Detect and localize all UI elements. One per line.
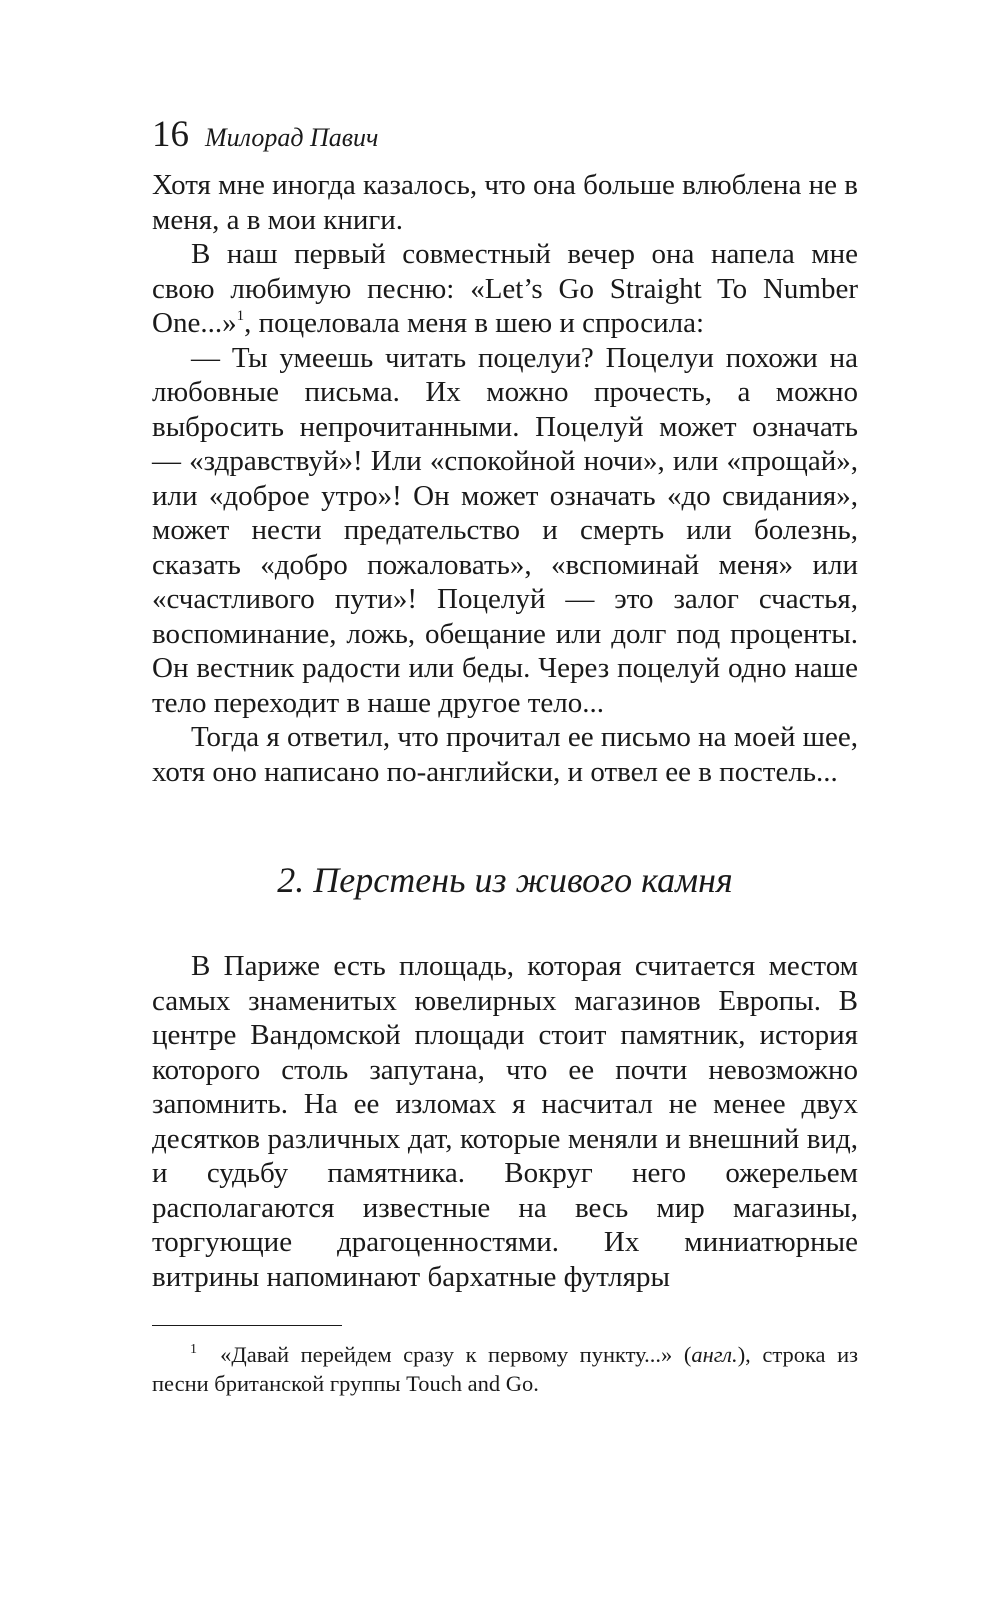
book-page (152, 116, 858, 1398)
footnote-text: «Давай перейдем сразу к первому пункту...» ( (220, 1342, 692, 1367)
running-head (152, 116, 858, 164)
footnote-reference: 1 (236, 308, 245, 324)
footnote-language: англ. (691, 1342, 738, 1367)
footnote-number: 1 (190, 1342, 197, 1357)
footnote (152, 1340, 858, 1398)
body-text (152, 168, 858, 1294)
paragraph-2-text-end: , поцеловала меня в шею и спросила: (244, 307, 705, 339)
paragraph-2 (152, 237, 858, 341)
paragraph-4: Тогда я ответил, что прочитал ее письмо на моей шее, хотя оно написано по-английски, и отвел ее в постель... (152, 721, 858, 788)
author-name: Милорад Павич (205, 123, 379, 152)
chapter-title: 2. Перстень из живого камня (277, 860, 733, 900)
paragraph-3: — Ты умеешь читать поцелуи? Поцелуи похожи на любовные письма. Их можно прочесть, а можно выбросить непрочитанными. Поцелуй может означать — «здравствуй»! Или «спокойной ночи», или «прощай», или «доброе утро»! Он может означать «до свидания», может нести предательство и смерть или болезнь, сказать «добро пожаловать», «вспоминай меня» или «счастливого пути»! Поцелуй — это залог счастья, воспоминание, ложь, обещание или долг под проценты. Он вестник радости или беды. Через поцелуй одно наше тело переходит в наше другое тело... (152, 341, 858, 719)
page-number: 16 (152, 114, 189, 155)
paragraph-1: Хотя мне иногда казалось, что она больше влюблена не в меня, а в мои книги. (152, 169, 858, 236)
footnote-divider (152, 1325, 342, 1326)
chapter-paragraph-1: В Париже есть площадь, которая считается местом самых знаменитых ювелирных магазинов Европы. В центре Вандомской площади стоит памятник, история которого столь запутана, что ее почти невозможно запомнить. На ее изломах я насчитал не менее двух десятков различных дат, которые меняли и внешний вид, и судьбу памятника. Вокруг него ожерельем располагаются известные на весь мир магазины, торгующие драгоценностями. Их миниатюрные витрины напоминают бархатные футляры (152, 950, 858, 1293)
footnote-text-end: ), строка из песни британской группы Touch and Go. (152, 1342, 859, 1396)
paragraph-2-text: В наш первый совместный вечер она напела мне свою любимую песню: «Let’s Go Straight To Number One...» (152, 238, 858, 339)
